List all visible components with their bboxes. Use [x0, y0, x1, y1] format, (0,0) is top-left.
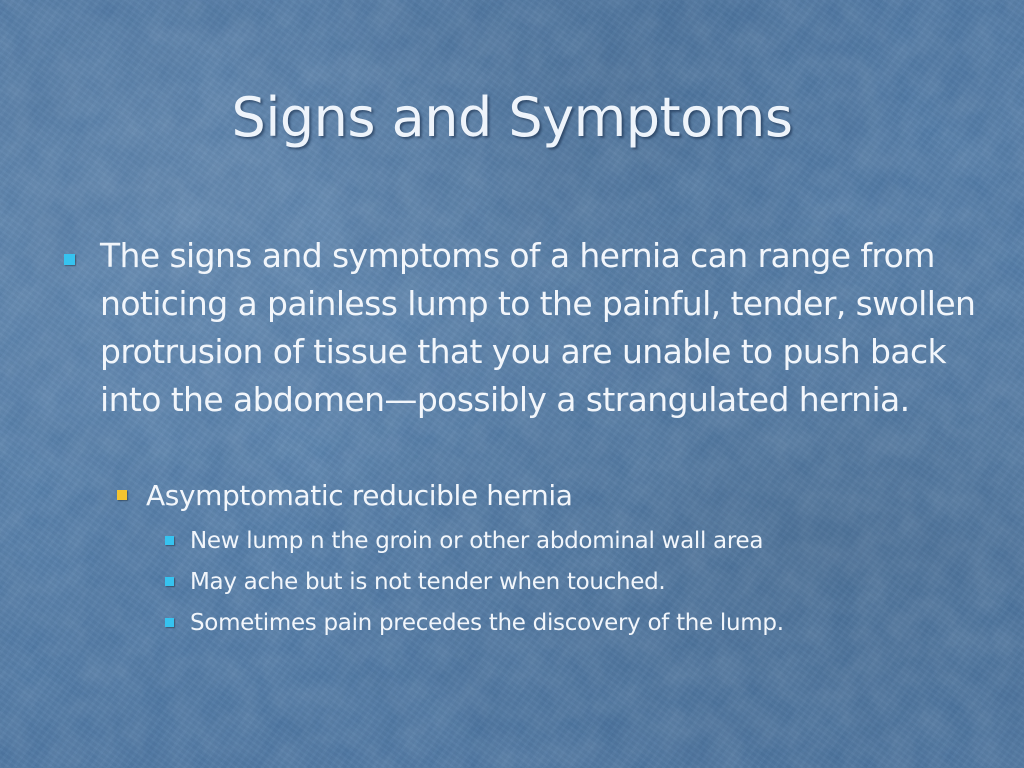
square-bullet-icon	[165, 536, 174, 545]
bullet-item-level3: Sometimes pain precedes the discovery of the lump.	[190, 610, 784, 636]
bullet-item-level3: May ache but is not tender when touched.	[190, 569, 666, 595]
bullet-item-level2: Asymptomatic reducible hernia	[146, 479, 573, 512]
slide-title: Signs and Symptoms	[231, 86, 793, 149]
square-bullet-icon	[165, 577, 174, 586]
square-bullet-icon	[165, 618, 174, 627]
bullet-item-level3: New lump n the groin or other abdominal wall area	[190, 528, 764, 554]
square-bullet-icon	[64, 254, 75, 265]
bullet-item-level1: The signs and symptoms of a hernia can range from noticing a painless lump to the painful, tender, swollen protrusion of tissue that you are unable to push back into the abdomen—possibly a strangulated hernia.	[100, 236, 976, 419]
square-bullet-icon	[117, 490, 127, 500]
